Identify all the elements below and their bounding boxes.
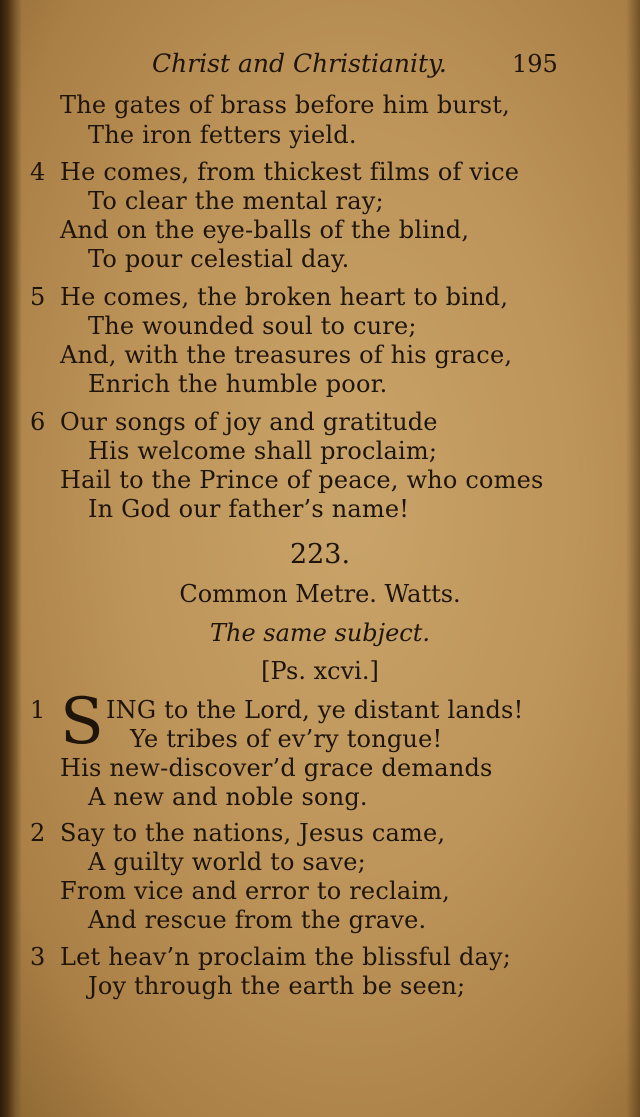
verse-line: He comes, the broken heart to bind,: [60, 283, 509, 311]
verse-number: 1: [30, 696, 46, 724]
stanza-number: 4: [30, 158, 46, 186]
verse-line: Joy through the earth be seen;: [88, 972, 466, 1000]
verse-line: Say to the nations, Jesus came,: [60, 819, 446, 847]
verse-number: 3: [30, 943, 46, 971]
verse-line: To clear the mental ray;: [88, 187, 384, 215]
verse-line: Let heav’n proclaim the blissful day;: [60, 943, 512, 971]
verse-line: His welcome shall proclaim;: [88, 437, 438, 465]
verse-line: And, with the treasures of his grace,: [60, 341, 513, 369]
verse-line: From vice and error to reclaim,: [60, 877, 451, 905]
verse-line: Enrich the humble poor.: [88, 370, 388, 398]
hymn-number: 223.: [289, 539, 351, 570]
hymn-subject: The same subject.: [209, 619, 430, 647]
verse-line: In God our father’s name!: [88, 495, 410, 523]
running-title: Christ and Christianity.: [152, 49, 447, 78]
hymn-metre-author: Common Metre. Watts.: [179, 580, 461, 608]
verse-line: The wounded soul to cure;: [88, 312, 417, 340]
verse-line: The gates of brass before him burst,: [60, 91, 510, 119]
verse-line: And on the eye-balls of the blind,: [60, 216, 470, 244]
verse-line: Ye tribes of ev’ry tongue!: [130, 725, 443, 753]
verse-line: Hail to the Prince of peace, who comes: [60, 466, 544, 494]
psalm-reference: [Ps. xcvi.]: [261, 657, 379, 685]
stanza-number: 6: [30, 408, 46, 436]
verse-line: A new and noble song.: [88, 783, 368, 811]
verse-line: The iron fetters yield.: [88, 121, 357, 149]
verse-line: To pour celestial day.: [88, 245, 350, 273]
verse-line: His new-discover’d grace demands: [60, 754, 493, 782]
stanza-number: 5: [30, 283, 46, 311]
verse-line: ING to the Lord, ye distant lands!: [106, 696, 524, 724]
verse-line: Our songs of joy and gratitude: [60, 408, 438, 436]
drop-cap: S: [60, 685, 104, 759]
verse-number: 2: [30, 819, 46, 847]
verse-line: And rescue from the grave.: [88, 906, 427, 934]
verse-line: He comes, from thickest films of vice: [60, 158, 520, 186]
verse-line: A guilty world to save;: [88, 848, 366, 876]
page-number: 195: [512, 50, 558, 78]
